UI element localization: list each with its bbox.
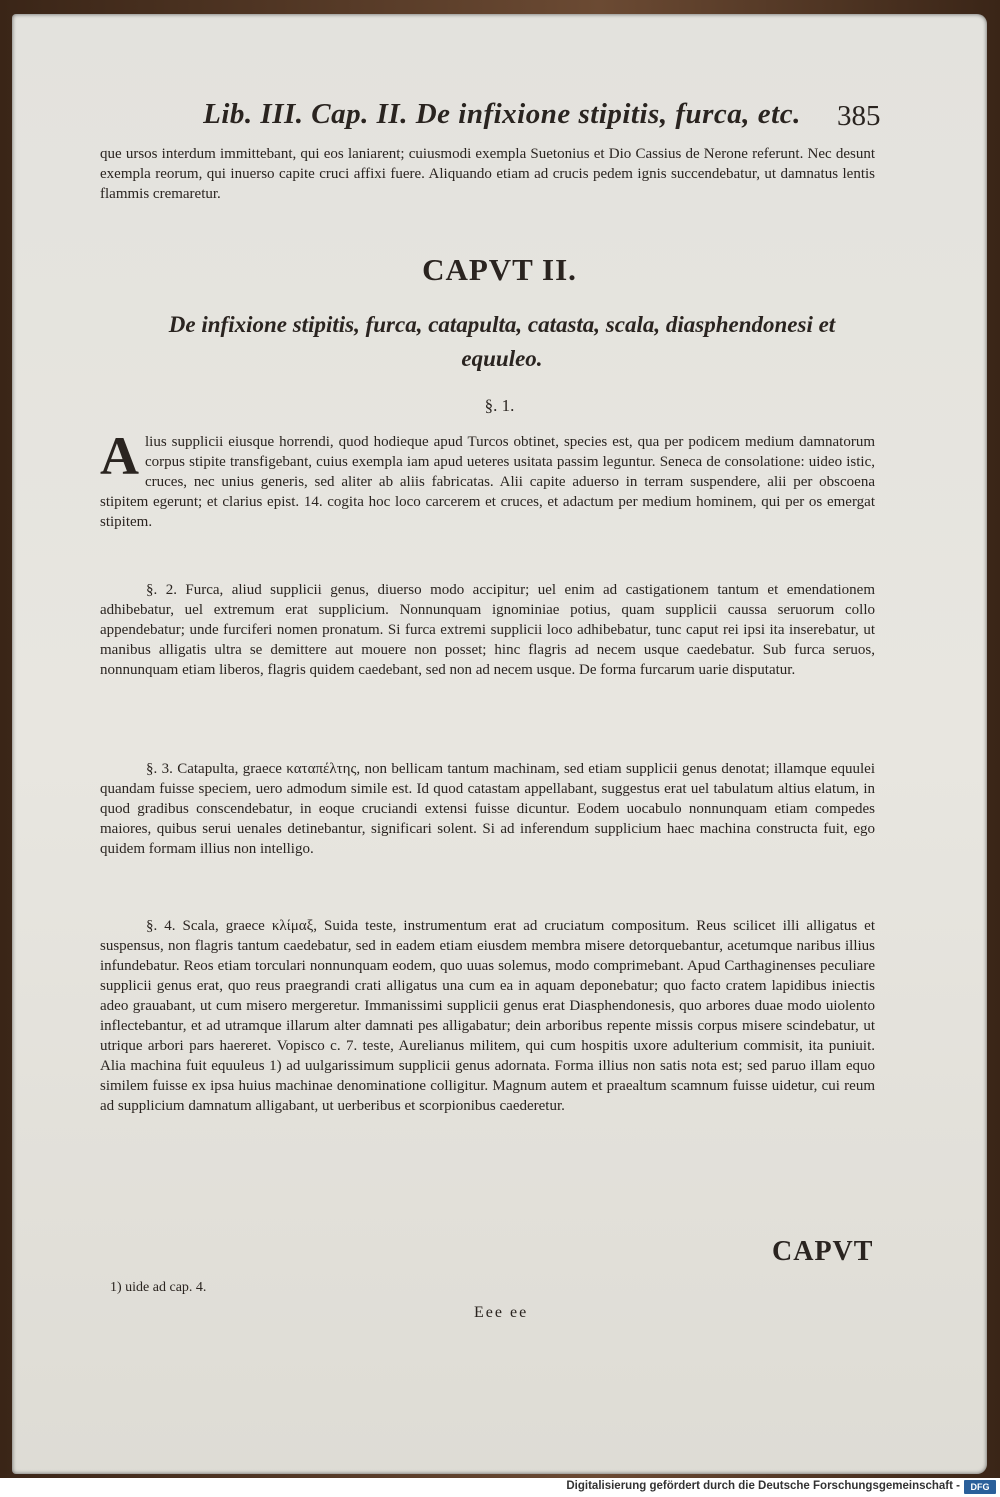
drop-cap: A	[100, 426, 139, 486]
running-head: Lib. III. Cap. II. De infixione stipitis, furca, etc.	[203, 98, 801, 130]
paragraph-1	[100, 426, 875, 532]
funding-text: Digitalisierung gefördert durch die Deutsche Forschungsgemeinschaft -	[566, 1480, 960, 1492]
dfg-logo-icon[interactable]: DFG	[964, 1480, 996, 1494]
paragraph-1-text: lius supplicii eiusque horrendi, quod hodieque apud Turcos obtinet, species est, qua per podicem medium damnatorum corpus stipite transfigebant, cuius exempla iam apud ueteres usitata passim leguntur. Seneca de consolatione: uideo istic, cruces, nec unius generis, sed aliter ab aliis fabricatas. Alii capite aduerso in terram suspendere, alii per obscoena stipitem egerunt; et clarius epist. 14. cogita hoc loco carcerem et cruces, et adactum per medium hominem, qui per os emergat stipitem.	[100, 434, 875, 530]
page-number: 385	[837, 100, 881, 132]
chapter-subtitle: De infixione stipitis, furca, catapulta, catasta, scala, diasphendonesi et equuleo.	[168, 312, 836, 371]
footnote: 1) uide ad cap. 4.	[110, 1280, 207, 1295]
section-mark: §. 1.	[484, 396, 515, 415]
paragraph-2: §. 2. Furca, aliud supplicii genus, diuerso modo accipitur; uel enim ad castigationem tantum et emendationem adhibebatur, uel extremum erat supplicium. Nonnunquam ignominiae potius, quam supplicii caussa seruorum collo appendebatur; unde furciferi nomen pronatum. Si furca extremi supplicii loco adhibebatur, tunc caput rei ipsi ita inserebatur, ut manibus alligatis ultra se demittere aut mouere non posset; hinc flagris ad necem usque caedebatur. Sub furca seruos, nonnunquam etiam liberos, flagris quidem caedebant, sed non ad necem usque. De forma furcarum uarie disputatur.	[100, 582, 875, 678]
paragraph-4: §. 4. Scala, graece κλίμαξ, Suida teste, instrumentum erat ad cruciatum compositum. Reus scilicet illi alligatus et suspensus, non flagris tantum caedebatur, sed in eadem etiam eiusdem membra misere detorquebantur, acetumque naribus illius infundebatur. Reos etiam torculari nonnunquam eodem, quo uuas solemus, modo comprimebant. Apud Carthaginenses peculiare supplicii genus erat, quo reus praegrandi crati alligatus una cum ea in aquam deponebatur; quo facto cratem lapidibus iniectis adeo grauabant, ut cum misero mergeretur. Immanissimi supplicii genus erat Diasphendonesis, quo arbores duae modo uiolento inflectebantur, et ad utramque illarum alter damnati pes alligabatur; dein arboribus repente missis corpus misere scindebatur, ut utrique arbori pars haereret. Vopisco c. 7. teste, Aurelianus militem, qui cum hospitis uxore adulterium commisit, ita puniuit. Alia machina fuit equuleus 1) ad uulgarissimum supplicii genus adornata. Forma illius non satis nota est; sed paruo illam equo similem fuisse ex ipsa huius machinae denominatione colligitur. Magnum autem et praealtum scamnum fuisse uidetur, cui reum ad supplicium damnatum alligabant, ut uerberibus et scorpionibus caederetur.	[100, 918, 875, 1114]
book-page	[12, 14, 987, 1474]
funding-bar	[0, 1478, 1000, 1497]
paragraph-3: §. 3. Catapulta, graece καταπέλτης, non bellicam tantum machinam, sed etiam supplicii genus denotat; illamque equulei quandam fuisse speciem, uero admodum simile est. Id quod catastam appellabant, suggestus erat uel tabulatum altius elatum, in quod gradibus conscendebatur, in eoque cruciandi extensi fuisse dicuntur. Eodem uocabulo nonnunquam etiam compedes maiores, quibus serui uenales detinebantur, significari solent. Si ad inferendum supplicium haec machina constructa fuit, ego quidem formam illius non intelligo.	[100, 761, 875, 857]
intro-text: que ursos interdum immittebant, qui eos laniarent; cuiusmodi exempla Suetonius et Dio Cassius de Nerone referunt. Nec desunt exempla reorum, qui inuerso capite cruci affixi fuere. Aliquando etiam ad crucis pedem ignis succendebatur, ut damnatus lentis flammis cremaretur.	[100, 146, 875, 202]
chapter-title: CAPVT II.	[422, 252, 577, 287]
catchword: CAPVT	[772, 1236, 874, 1267]
signature-mark: Eee ee	[474, 1304, 529, 1321]
